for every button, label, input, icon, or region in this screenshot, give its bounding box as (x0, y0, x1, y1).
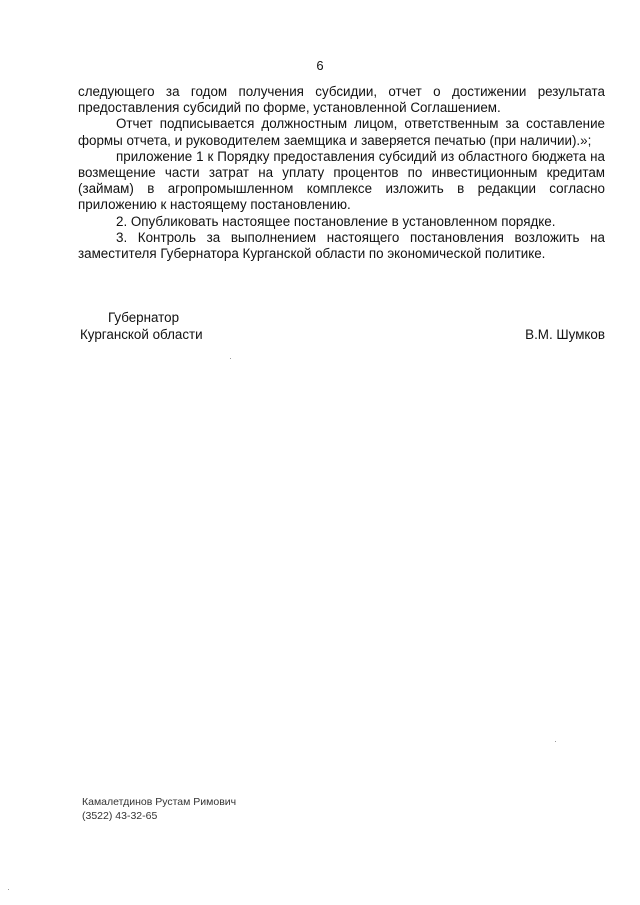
scan-speck (555, 741, 556, 742)
paragraph-appendix-amendment: приложение 1 к Порядку предоставления субсидий из областного бюджета на возмещение части затрат на уплату процентов по инвестиционным кредитам (займам) в агропромышленном комплексе изложить в редакции согласно приложению к настоящему постановлению. (78, 148, 605, 213)
paragraph-control: 3. Контроль за выполнением настоящего постановления возложить на заместителя Губернатора Курганской области по экономической политике. (78, 229, 605, 262)
paragraph-report-signing: Отчет подписывается должностным лицом, ответственным за составление формы отчета, и руководителем заемщика и заверяется печатью (при наличии).»; (78, 116, 605, 148)
signature-block (78, 310, 605, 350)
signatory-title-line2: Курганской области (80, 327, 203, 342)
page-number: 6 (316, 58, 324, 73)
paragraph-continuation: следующего за годом получения субсидии, отчет о достижении результата предоставления субсидий по форме, установленной Соглашением. (78, 84, 605, 116)
signatory-name: В.М. Шумков (525, 327, 605, 342)
document-body (78, 84, 605, 262)
executor-name: Камалетдинов Рустам Римович (82, 796, 237, 808)
scan-speck (8, 889, 9, 890)
executor-phone: (3522) 43-32-65 (82, 809, 158, 822)
scan-speck (230, 358, 231, 359)
executor-block (82, 796, 236, 823)
paragraph-publication: 2. Опубликовать настоящее постановление в установленном порядке. (116, 213, 556, 229)
signatory-title-line1: Губернатор (108, 310, 180, 325)
